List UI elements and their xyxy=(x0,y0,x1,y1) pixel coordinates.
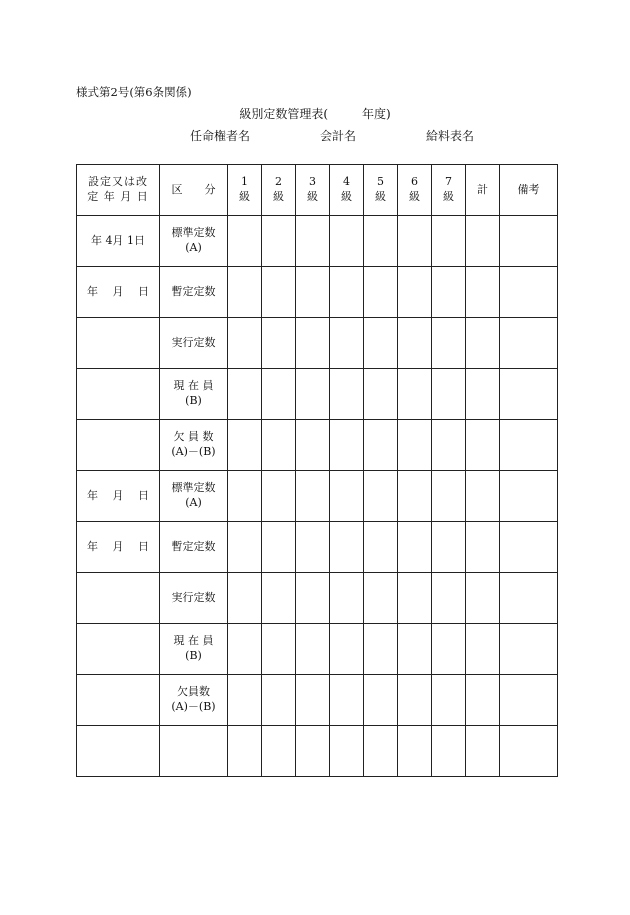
table-row xyxy=(77,267,558,318)
grade-7-cell[interactable] xyxy=(432,369,466,420)
remarks-cell[interactable] xyxy=(500,522,558,573)
header-grade-2: 2 級 xyxy=(262,165,296,216)
table-row xyxy=(77,675,558,726)
grade-1-cell[interactable] xyxy=(228,624,262,675)
grade-3-cell[interactable] xyxy=(296,369,330,420)
total-cell[interactable] xyxy=(466,573,500,624)
row-date[interactable] xyxy=(77,420,160,471)
accounting-label: 会計名 xyxy=(320,129,357,143)
grade-7-cell[interactable] xyxy=(432,216,466,267)
row-date[interactable] xyxy=(77,573,160,624)
row-category xyxy=(160,318,228,369)
grade-4-cell[interactable] xyxy=(330,420,364,471)
remarks-cell[interactable] xyxy=(500,216,558,267)
row-category-sublabel: (A) xyxy=(185,496,202,509)
remarks-cell[interactable] xyxy=(500,624,558,675)
grade-5-cell[interactable] xyxy=(364,522,398,573)
row-category xyxy=(160,267,228,318)
grade-3-cell[interactable] xyxy=(296,318,330,369)
grade-5-cell[interactable] xyxy=(364,471,398,522)
header-date-line2: 定 年 月 日 xyxy=(87,190,149,203)
grade-6-cell[interactable] xyxy=(398,573,432,624)
grade-1-cell[interactable] xyxy=(228,675,262,726)
grade-5-cell[interactable] xyxy=(364,420,398,471)
grade-quota-table xyxy=(76,164,558,777)
grade-7-cell[interactable] xyxy=(432,726,466,777)
remarks-cell[interactable] xyxy=(500,471,558,522)
table-row xyxy=(77,573,558,624)
remarks-cell[interactable] xyxy=(500,318,558,369)
table-row xyxy=(77,216,558,267)
header-grade-7: 7 級 xyxy=(432,165,466,216)
table-row xyxy=(77,318,558,369)
row-category xyxy=(160,624,228,675)
grade-7-cell[interactable] xyxy=(432,420,466,471)
grade-7-cell[interactable] xyxy=(432,675,466,726)
row-category xyxy=(160,216,228,267)
row-date[interactable] xyxy=(77,675,160,726)
grade-5-cell[interactable] xyxy=(364,267,398,318)
grade-2-cell[interactable] xyxy=(262,420,296,471)
header-category: 区 分 xyxy=(160,165,228,216)
grade-4-cell[interactable] xyxy=(330,675,364,726)
grade-3-cell[interactable] xyxy=(296,573,330,624)
grade-4-cell[interactable] xyxy=(330,624,364,675)
grade-7-cell[interactable] xyxy=(432,573,466,624)
row-category-label: 現 在 員 xyxy=(173,634,214,648)
total-cell[interactable] xyxy=(466,267,500,318)
grade-4-cell[interactable] xyxy=(330,216,364,267)
grade-3-cell[interactable] xyxy=(296,216,330,267)
appointer-label: 任命権者名 xyxy=(190,129,251,143)
grade-2-cell[interactable] xyxy=(262,522,296,573)
header-total: 計 xyxy=(466,165,500,216)
remarks-cell[interactable] xyxy=(500,573,558,624)
row-category-label: 欠 員 数 xyxy=(173,430,214,444)
grade-5-cell[interactable] xyxy=(364,573,398,624)
remarks-cell[interactable] xyxy=(500,675,558,726)
grade-1-cell[interactable] xyxy=(228,420,262,471)
grade-4-cell[interactable] xyxy=(330,573,364,624)
row-date[interactable]: 年 月 日 xyxy=(77,267,160,318)
total-cell[interactable] xyxy=(466,318,500,369)
row-date[interactable]: 年 4月 1日 xyxy=(77,216,160,267)
grade-2-cell[interactable] xyxy=(262,471,296,522)
remarks-cell[interactable] xyxy=(500,726,558,777)
row-category-label: 実行定数 xyxy=(171,590,216,604)
page-title xyxy=(0,105,630,122)
row-category-sublabel: (B) xyxy=(185,394,202,407)
grade-2-cell[interactable] xyxy=(262,318,296,369)
grade-4-cell[interactable] xyxy=(330,318,364,369)
grade-6-cell[interactable] xyxy=(398,318,432,369)
header-date-line1: 設定又は改 xyxy=(88,175,148,189)
remarks-cell[interactable] xyxy=(500,267,558,318)
grade-5-cell[interactable] xyxy=(364,726,398,777)
table-row xyxy=(77,726,558,777)
row-category xyxy=(160,675,228,726)
total-cell[interactable] xyxy=(466,216,500,267)
title-left: 級別定数管理表( xyxy=(239,107,328,121)
table-row xyxy=(77,624,558,675)
grade-7-cell[interactable] xyxy=(432,318,466,369)
grade-5-cell[interactable] xyxy=(364,216,398,267)
grade-5-cell[interactable] xyxy=(364,624,398,675)
total-cell[interactable] xyxy=(466,675,500,726)
grade-6-cell[interactable] xyxy=(398,267,432,318)
row-category-label: 標準定数 xyxy=(171,481,216,495)
row-category-label: 欠員数 xyxy=(177,685,210,699)
row-date[interactable]: 年 月 日 xyxy=(77,522,160,573)
grade-2-cell[interactable] xyxy=(262,624,296,675)
grade-3-cell[interactable] xyxy=(296,420,330,471)
grade-6-cell[interactable] xyxy=(398,471,432,522)
grade-1-cell[interactable] xyxy=(228,318,262,369)
header-grade-5: 5 級 xyxy=(364,165,398,216)
table-row xyxy=(77,420,558,471)
grade-2-cell[interactable] xyxy=(262,267,296,318)
row-category-sublabel: (A) xyxy=(185,241,202,254)
grade-3-cell[interactable] xyxy=(296,522,330,573)
form-number: 様式第2号(第6条関係) xyxy=(76,85,192,99)
remarks-cell[interactable] xyxy=(500,420,558,471)
grade-3-cell[interactable] xyxy=(296,267,330,318)
grade-2-cell[interactable] xyxy=(262,675,296,726)
grade-1-cell[interactable] xyxy=(228,573,262,624)
total-cell[interactable] xyxy=(466,726,500,777)
header-remarks: 備考 xyxy=(500,165,558,216)
header-grade-3: 3 級 xyxy=(296,165,330,216)
total-cell[interactable] xyxy=(466,369,500,420)
grade-2-cell[interactable] xyxy=(262,573,296,624)
row-category-label: 実行定数 xyxy=(171,335,216,349)
grade-4-cell[interactable] xyxy=(330,369,364,420)
grade-1-cell[interactable] xyxy=(228,726,262,777)
grade-4-cell[interactable] xyxy=(330,471,364,522)
table-row xyxy=(77,369,558,420)
salary-table-label: 給料表名 xyxy=(426,129,475,143)
grade-6-cell[interactable] xyxy=(398,522,432,573)
grade-1-cell[interactable] xyxy=(228,216,262,267)
grade-5-cell[interactable] xyxy=(364,675,398,726)
row-category xyxy=(160,573,228,624)
row-category xyxy=(160,471,228,522)
grade-6-cell[interactable] xyxy=(398,726,432,777)
grade-3-cell[interactable] xyxy=(296,471,330,522)
total-cell[interactable] xyxy=(466,471,500,522)
grade-4-cell[interactable] xyxy=(330,522,364,573)
row-date[interactable] xyxy=(77,318,160,369)
row-category-label: 暫定定数 xyxy=(171,539,216,553)
table-header-row xyxy=(77,165,558,216)
header-grade-6: 6 級 xyxy=(398,165,432,216)
grade-6-cell[interactable] xyxy=(398,624,432,675)
grade-1-cell[interactable] xyxy=(228,267,262,318)
row-category-label: 現 在 員 xyxy=(173,379,214,393)
grade-5-cell[interactable] xyxy=(364,369,398,420)
row-date[interactable] xyxy=(77,624,160,675)
grade-7-cell[interactable] xyxy=(432,522,466,573)
grade-7-cell[interactable] xyxy=(432,624,466,675)
header-date xyxy=(77,165,160,216)
total-cell[interactable] xyxy=(466,624,500,675)
grade-4-cell[interactable] xyxy=(330,726,364,777)
row-category xyxy=(160,420,228,471)
grade-6-cell[interactable] xyxy=(398,369,432,420)
table-body xyxy=(77,216,558,777)
grade-3-cell[interactable] xyxy=(296,624,330,675)
grade-6-cell[interactable] xyxy=(398,420,432,471)
title-right: 年度) xyxy=(362,107,391,121)
row-category xyxy=(160,522,228,573)
grade-6-cell[interactable] xyxy=(398,675,432,726)
grade-7-cell[interactable] xyxy=(432,267,466,318)
header-grade-4: 4 級 xyxy=(330,165,364,216)
grade-1-cell[interactable] xyxy=(228,369,262,420)
row-date[interactable] xyxy=(77,369,160,420)
grade-5-cell[interactable] xyxy=(364,318,398,369)
row-category-label: 暫定定数 xyxy=(171,284,216,298)
row-date[interactable] xyxy=(77,726,160,777)
table-row xyxy=(77,471,558,522)
grade-2-cell[interactable] xyxy=(262,216,296,267)
grade-3-cell[interactable] xyxy=(296,726,330,777)
row-date[interactable]: 年 月 日 xyxy=(77,471,160,522)
table-row xyxy=(77,522,558,573)
row-category-sublabel: (A)－(B) xyxy=(171,700,216,713)
grade-3-cell[interactable] xyxy=(296,675,330,726)
total-cell[interactable] xyxy=(466,420,500,471)
grade-1-cell[interactable] xyxy=(228,471,262,522)
row-category xyxy=(160,369,228,420)
grade-2-cell[interactable] xyxy=(262,369,296,420)
grade-2-cell[interactable] xyxy=(262,726,296,777)
grade-7-cell[interactable] xyxy=(432,471,466,522)
row-category-sublabel: (B) xyxy=(185,649,202,662)
remarks-cell[interactable] xyxy=(500,369,558,420)
row-category-label: 標準定数 xyxy=(171,226,216,240)
row-category xyxy=(160,726,228,777)
grade-1-cell[interactable] xyxy=(228,522,262,573)
row-category-sublabel: (A)－(B) xyxy=(171,445,216,458)
total-cell[interactable] xyxy=(466,522,500,573)
grade-6-cell[interactable] xyxy=(398,216,432,267)
header-grade-1: 1 級 xyxy=(228,165,262,216)
grade-4-cell[interactable] xyxy=(330,267,364,318)
